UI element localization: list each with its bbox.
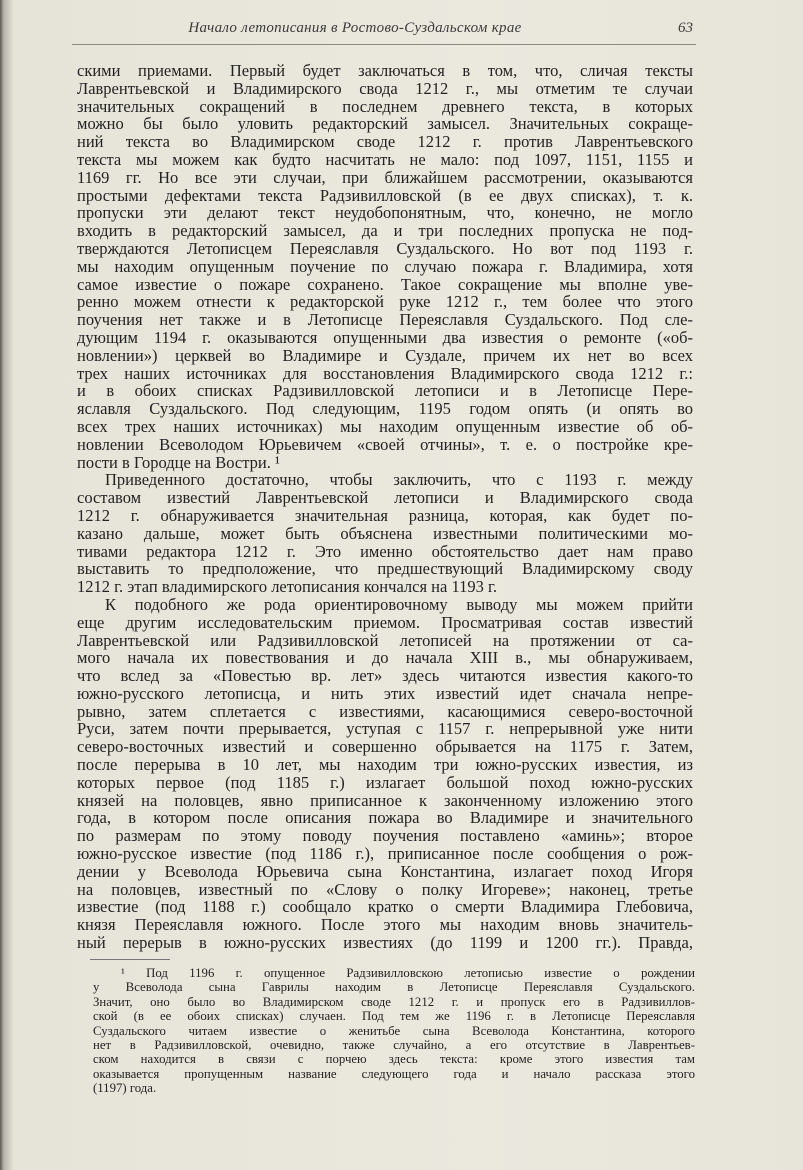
text-line: известие (под 1188 г.) сообщало кратко о смерти Владимира Глебовича, (77, 897, 693, 917)
footnote-line: оказывается пропущенным название следующего года и начало рассказа этого (93, 1066, 695, 1081)
text-line: на половцев, известный по «Слову о полку Игореве»; наконец, третье (77, 879, 693, 899)
footnote-line: у Всеволода сына Гаврилы находим в Летописце Переяславля Суздальского. (93, 980, 695, 995)
text-line: яславля Суздальского. Под следующим, 1195 годом опять (и опять во (77, 399, 693, 419)
text-line: К подобного же рода ориентировочному выводу мы можем прийти (105, 594, 693, 614)
page-number: 63 (678, 20, 693, 36)
text-line: и в обоих списках Радзивилловской летописи и в Летописце Пере- (77, 381, 693, 401)
text-line: года, в котором после описания пожара во Владимире и значительного (77, 808, 693, 828)
text-line: князей на половцев, явно приписанное к законченному изложению этого (77, 790, 693, 810)
text-line: казано дальше, может быть объяснена известными политическими мо- (77, 523, 693, 543)
footnote-line: Значит, оно было во Владимирском своде 1212 г. и пропуск его в Радзивиллов- (93, 994, 695, 1009)
running-header (77, 20, 693, 42)
paragraph (77, 471, 693, 596)
footnote-line: ской (в ее обоих списках) случаен. Под тем же 1196 г. в Летописце Переяславля (93, 1009, 695, 1024)
text-line: самое известие о пожаре сохранено. Такое сокращение мы вполне уве- (77, 274, 693, 294)
text-line: дении у Всеволода Юрьевича сына Константина, излагает поход Игоря (77, 861, 693, 881)
text-line: мы находим опущенным поучение по случаю пожара г. Владимира, хотя (77, 256, 693, 276)
footnote-line: нет в Радзивилловской, очевидно, также случайно, а его отсутствие в Лаврентьев- (93, 1037, 695, 1052)
text-line: пости в Городце на Востри. ¹ (77, 452, 280, 472)
footnote-line: (1197) года. (93, 1081, 157, 1096)
text-line: тверждаются Летописцем Переяславля Суздальского. Но вот под 1193 г. (77, 238, 693, 258)
text-line: северо-восточных известий и совершенно обрывается на 1175 г. Затем, (77, 737, 693, 757)
text-line: которых первое (под 1185 г.) излагает большой поход южно-русских (77, 772, 693, 792)
text-line: всех трех наших источниках) мы находим опущенным известие об об- (77, 416, 693, 436)
footnote (93, 966, 695, 1096)
text-line: 1169 гг. Но все эти случаи, при ближайшем рассмотрении, оказываются (77, 167, 693, 187)
text-line: 1212 г. обнаруживается значительная разница, которая, как будет по- (77, 505, 693, 525)
text-line: южно-русского летописца, и нить этих известий идет сначала непре- (77, 683, 693, 703)
text-line: князя Переяславля южного. После этого мы находим вновь значитель- (77, 915, 693, 935)
text-line: новлении») церквей во Владимире и Суздале, причем их нет во всех (77, 345, 693, 365)
text-line: дующим 1194 г. оказываются опущенными два известия о ремонте («об- (77, 327, 693, 347)
text-line: что вслед за «Повестью вр. лет» здесь читаются известия какого-то (77, 666, 693, 686)
footnote-line: Суздальского читаем известие о женитьбе сына Всеволода Константина, которого (93, 1023, 695, 1038)
body-text (77, 62, 693, 952)
text-line: ний текста во Владимирском своде 1212 г. против Лаврентьевского (77, 132, 693, 152)
running-title: Начало летописания в Ростово-Суздальском крае (188, 20, 522, 36)
text-line: можно бы было уловить редакторский замысел. Значительных сокраще- (77, 114, 693, 134)
text-line: простыми дефектами текста Радзивилловской (в ее двух списках), т. к. (77, 185, 693, 205)
text-line: 1212 г. этап владимирского летописания кончался на 1193 г. (77, 577, 498, 597)
text-line: трех наших источниках для восстановления Владимирского свода 1212 г.: (77, 363, 693, 383)
text-line: составом известий Лаврентьевской летописи и Владимирского свода (77, 488, 693, 508)
text-line: текста мы можем как будто насчитать не мало: под 1097, 1151, 1155 и (77, 149, 693, 169)
text-line: поучения нет также и в Летописце Переяславля Суздальского. Под сле- (77, 310, 693, 330)
paragraph (77, 62, 693, 471)
text-line: Лаврентьевской или Радзивилловской летописей на протяжении от са- (77, 630, 693, 650)
paragraph (77, 596, 693, 952)
footnote-rule (90, 959, 170, 960)
text-line: входить в редакторский замысел, да и три последних пропуска не под- (77, 221, 693, 241)
text-line: еще другим исследовательским приемом. Просматривая состав известий (77, 612, 693, 632)
text-line: Руси, затем почти прерывается, уступая с 1157 г. непрерывной уже нити (77, 719, 693, 739)
text-line: тивами редактора 1212 г. Это именно обстоятельство дает нам право (77, 541, 693, 561)
text-line: выставить то предположение, что предшествующий Владимирскому своду (77, 559, 693, 579)
footnote-line: ском находится в связи с порчею здесь текста: кроме этого известия там (93, 1052, 695, 1067)
text-line: Приведенного достаточно, чтобы заключить, что с 1193 г. между (105, 470, 693, 490)
text-line: Лаврентьевской и Владимирского свода 1212 г., мы отметим те случаи (77, 78, 693, 98)
text-line: по размерам по этому поводу поучения поставлено «аминь»; второе (77, 826, 693, 846)
footnote-line: ¹ Под 1196 г. опущенное Радзивилловскою летописью известие о рождении (121, 966, 695, 980)
text-line: южно-русское известие (под 1186 г.), приписанное после сообщения о рож- (77, 844, 693, 864)
header-rule (72, 44, 696, 45)
text-line: рывно, затем сплетается с известиями, касающимися северо-восточной (77, 701, 693, 721)
text-line: после перерыва в 10 лет, мы находим три южно-русских известия, из (77, 755, 693, 775)
text-line: пропуски эти делают текст неудобопонятным, что, конечно, не могло (77, 203, 693, 223)
text-line: ренно можем отнести к редакторской руке 1212 г., тем более что этого (77, 292, 693, 312)
text-line: мого начала их повествования и до начала XIII в., мы обнаруживаем, (77, 648, 693, 668)
text-line: значительных сокращений в последнем древнего текста, в которых (77, 96, 693, 116)
text-line: ный перерыв в южно-русских известиях (до 1199 и 1200 гг.). Правда, (77, 933, 693, 953)
text-line: скими приемами. Первый будет заключаться в том, что, сличая тексты (77, 61, 693, 80)
text-line: новлении Всеволодом Юрьевичем «своей отчины», т. е. о постройке кре- (77, 434, 693, 454)
